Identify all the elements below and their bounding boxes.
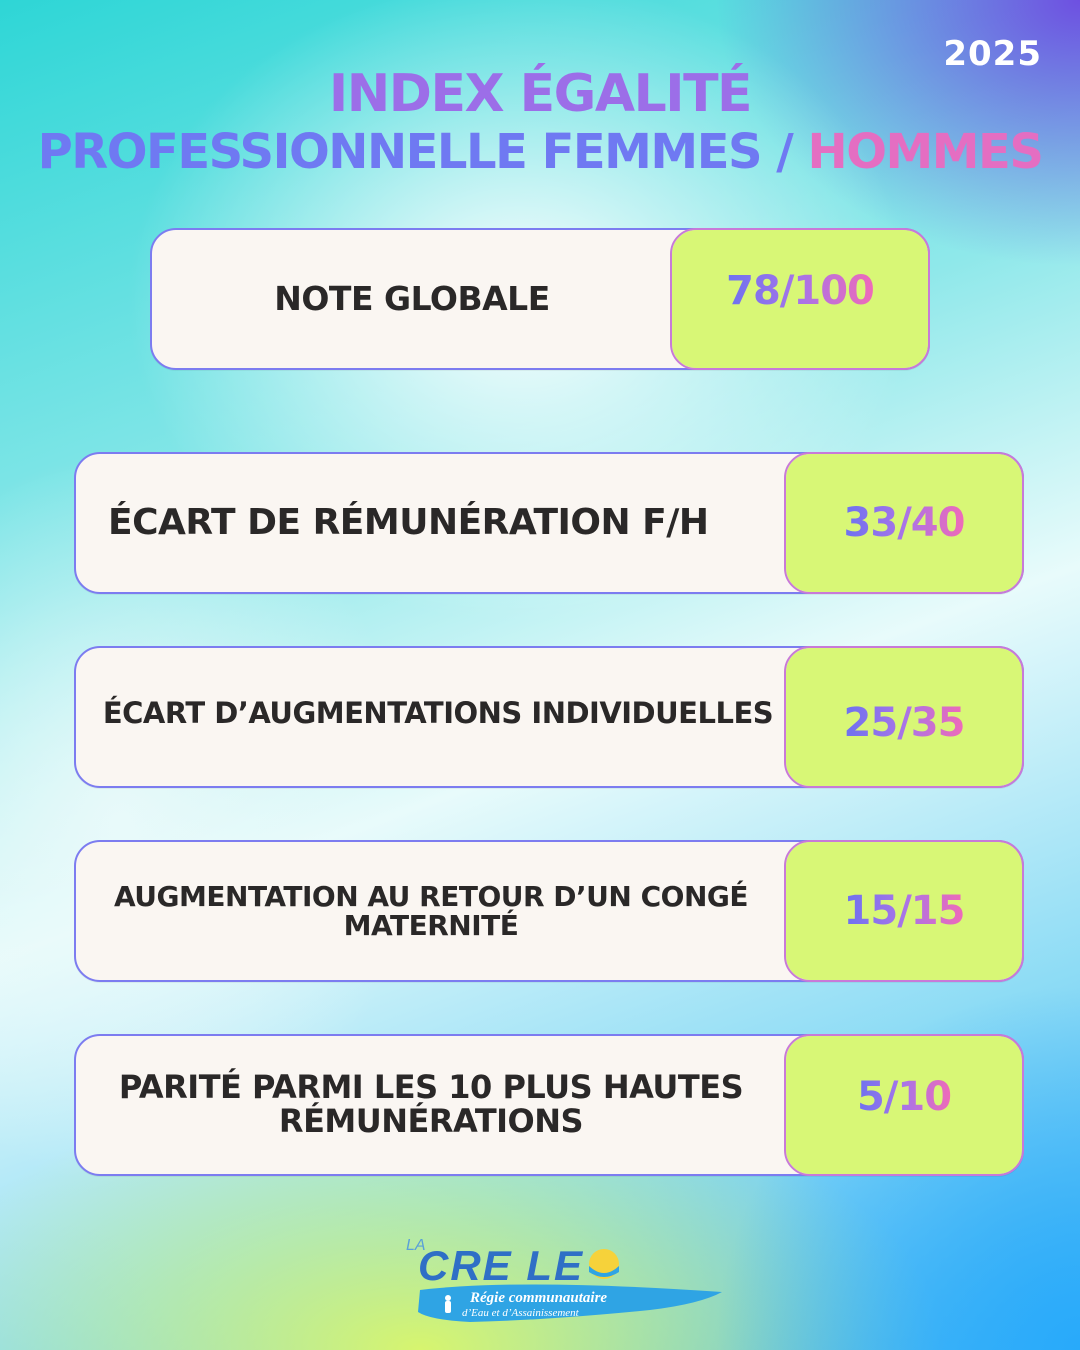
- page-title-line1: INDEX ÉGALITÉ: [328, 64, 752, 124]
- criterion-card-raise-gap: [74, 646, 1024, 788]
- criterion-card-pay-gap: [74, 452, 1024, 594]
- title-part-2: HOMMES: [807, 124, 1043, 180]
- criterion-label: AUGMENTATION AU RETOUR D’UN CONGÉ MATERNITÉ: [114, 879, 748, 942]
- year-label: 2025: [943, 34, 1042, 74]
- criterion-label: ÉCART D’AUGMENTATIONS INDIVIDUELLES: [102, 696, 774, 730]
- criterion-score-box: [784, 840, 1024, 982]
- logo-name: CRE LE: [418, 1242, 585, 1289]
- criterion-score: 5/10: [856, 1074, 952, 1120]
- global-score-value-box: [670, 228, 930, 370]
- global-score-value: 78/100: [726, 268, 874, 314]
- criterion-label: PARITÉ PARMI LES 10 PLUS HAUTES RÉMUNÉRATIONS: [118, 1068, 744, 1140]
- criterion-card-top-earners-parity: [74, 1034, 1024, 1176]
- criterion-label: ÉCART DE RÉMUNÉRATION F/H: [108, 502, 709, 544]
- logo-prefix: LA: [406, 1237, 426, 1254]
- global-score-label: NOTE GLOBALE: [274, 278, 550, 318]
- logo-tagline-1: Régie communautaire: [470, 1290, 608, 1306]
- logo-figure-icon: [445, 1295, 451, 1313]
- criterion-score: 25/35: [843, 700, 965, 746]
- title-part-1: PROFESSIONNELLE FEMMES /: [37, 124, 808, 180]
- criterion-score: 33/40: [843, 500, 965, 546]
- la-creole-logo: [400, 1228, 730, 1328]
- criterion-card-maternity: [74, 840, 1024, 982]
- criterion-score-box: [784, 1034, 1024, 1176]
- logo-tagline-2: d’Eau et d’Assainissement: [462, 1307, 579, 1319]
- criterion-score: 15/15: [843, 888, 965, 934]
- global-score-card: [150, 228, 930, 370]
- page-title-line2: [0, 124, 1080, 180]
- criterion-score-box: [784, 452, 1024, 594]
- criterion-score-box: [784, 646, 1024, 788]
